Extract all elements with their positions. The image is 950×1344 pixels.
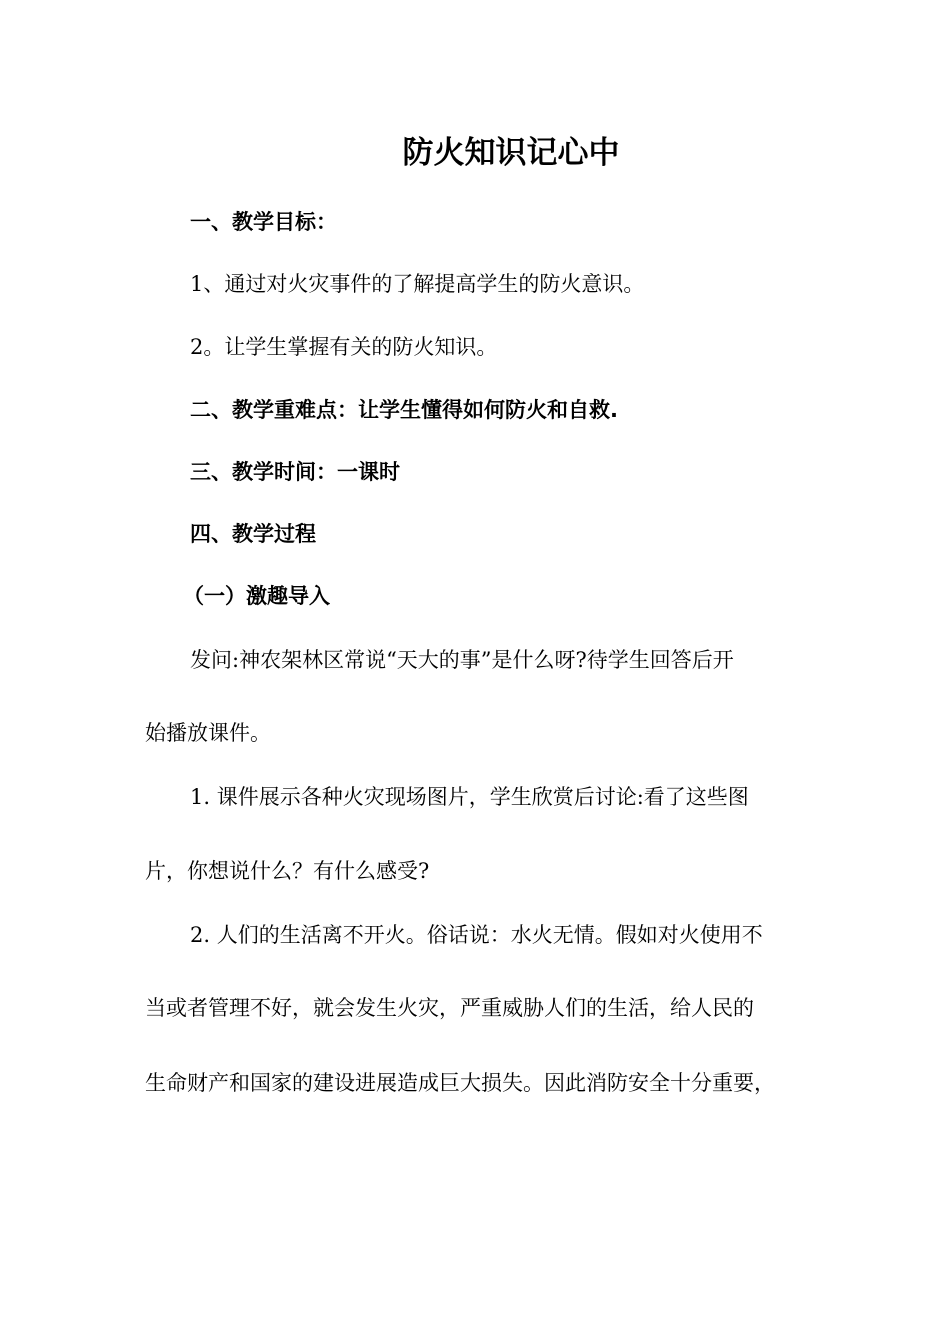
goal-item-1: 1、通过对火灾事件的了解提高学生的防火意识。 xyxy=(190,272,645,296)
heading-key-points: 二、教学重难点：让学生懂得如何防火和自救. xyxy=(190,398,618,422)
heading-teaching-process: 四、教学过程 xyxy=(190,522,316,546)
paragraph-3-line-1: 2. 人们的生活离不开火。俗话说：水火无情。假如对火使用不 xyxy=(190,923,763,947)
paragraph-3-line-2: 当或者管理不好，就会发生火灾，严重威胁人们的生活，给人民的 xyxy=(145,996,754,1020)
paragraph-2-line-1: 1. 课件展示各种火灾现场图片，学生欣赏后讨论:看了这些图 xyxy=(190,785,749,809)
heading-teaching-time: 三、教学时间：一课时 xyxy=(190,460,400,484)
goal-item-2: 2。让学生掌握有关的防火知识。 xyxy=(190,335,498,359)
paragraph-3-line-3: 生命财产和国家的建设进展造成巨大损失。因此消防安全十分重要， xyxy=(145,1071,775,1095)
paragraph-2-line-2: 片，你想说什么？有什么感受? xyxy=(145,859,430,883)
document-title: 防火知识记心中 xyxy=(402,135,620,171)
paragraph-1-line-1: 发问:神农架林区常说“天大的事”是什么呀?待学生回答后开 xyxy=(190,648,734,672)
paragraph-1-line-2: 始播放课件。 xyxy=(145,721,271,745)
subheading-intro: （一）激趣导入 xyxy=(183,584,330,608)
heading-teaching-goals: 一、教学目标： xyxy=(190,210,337,234)
